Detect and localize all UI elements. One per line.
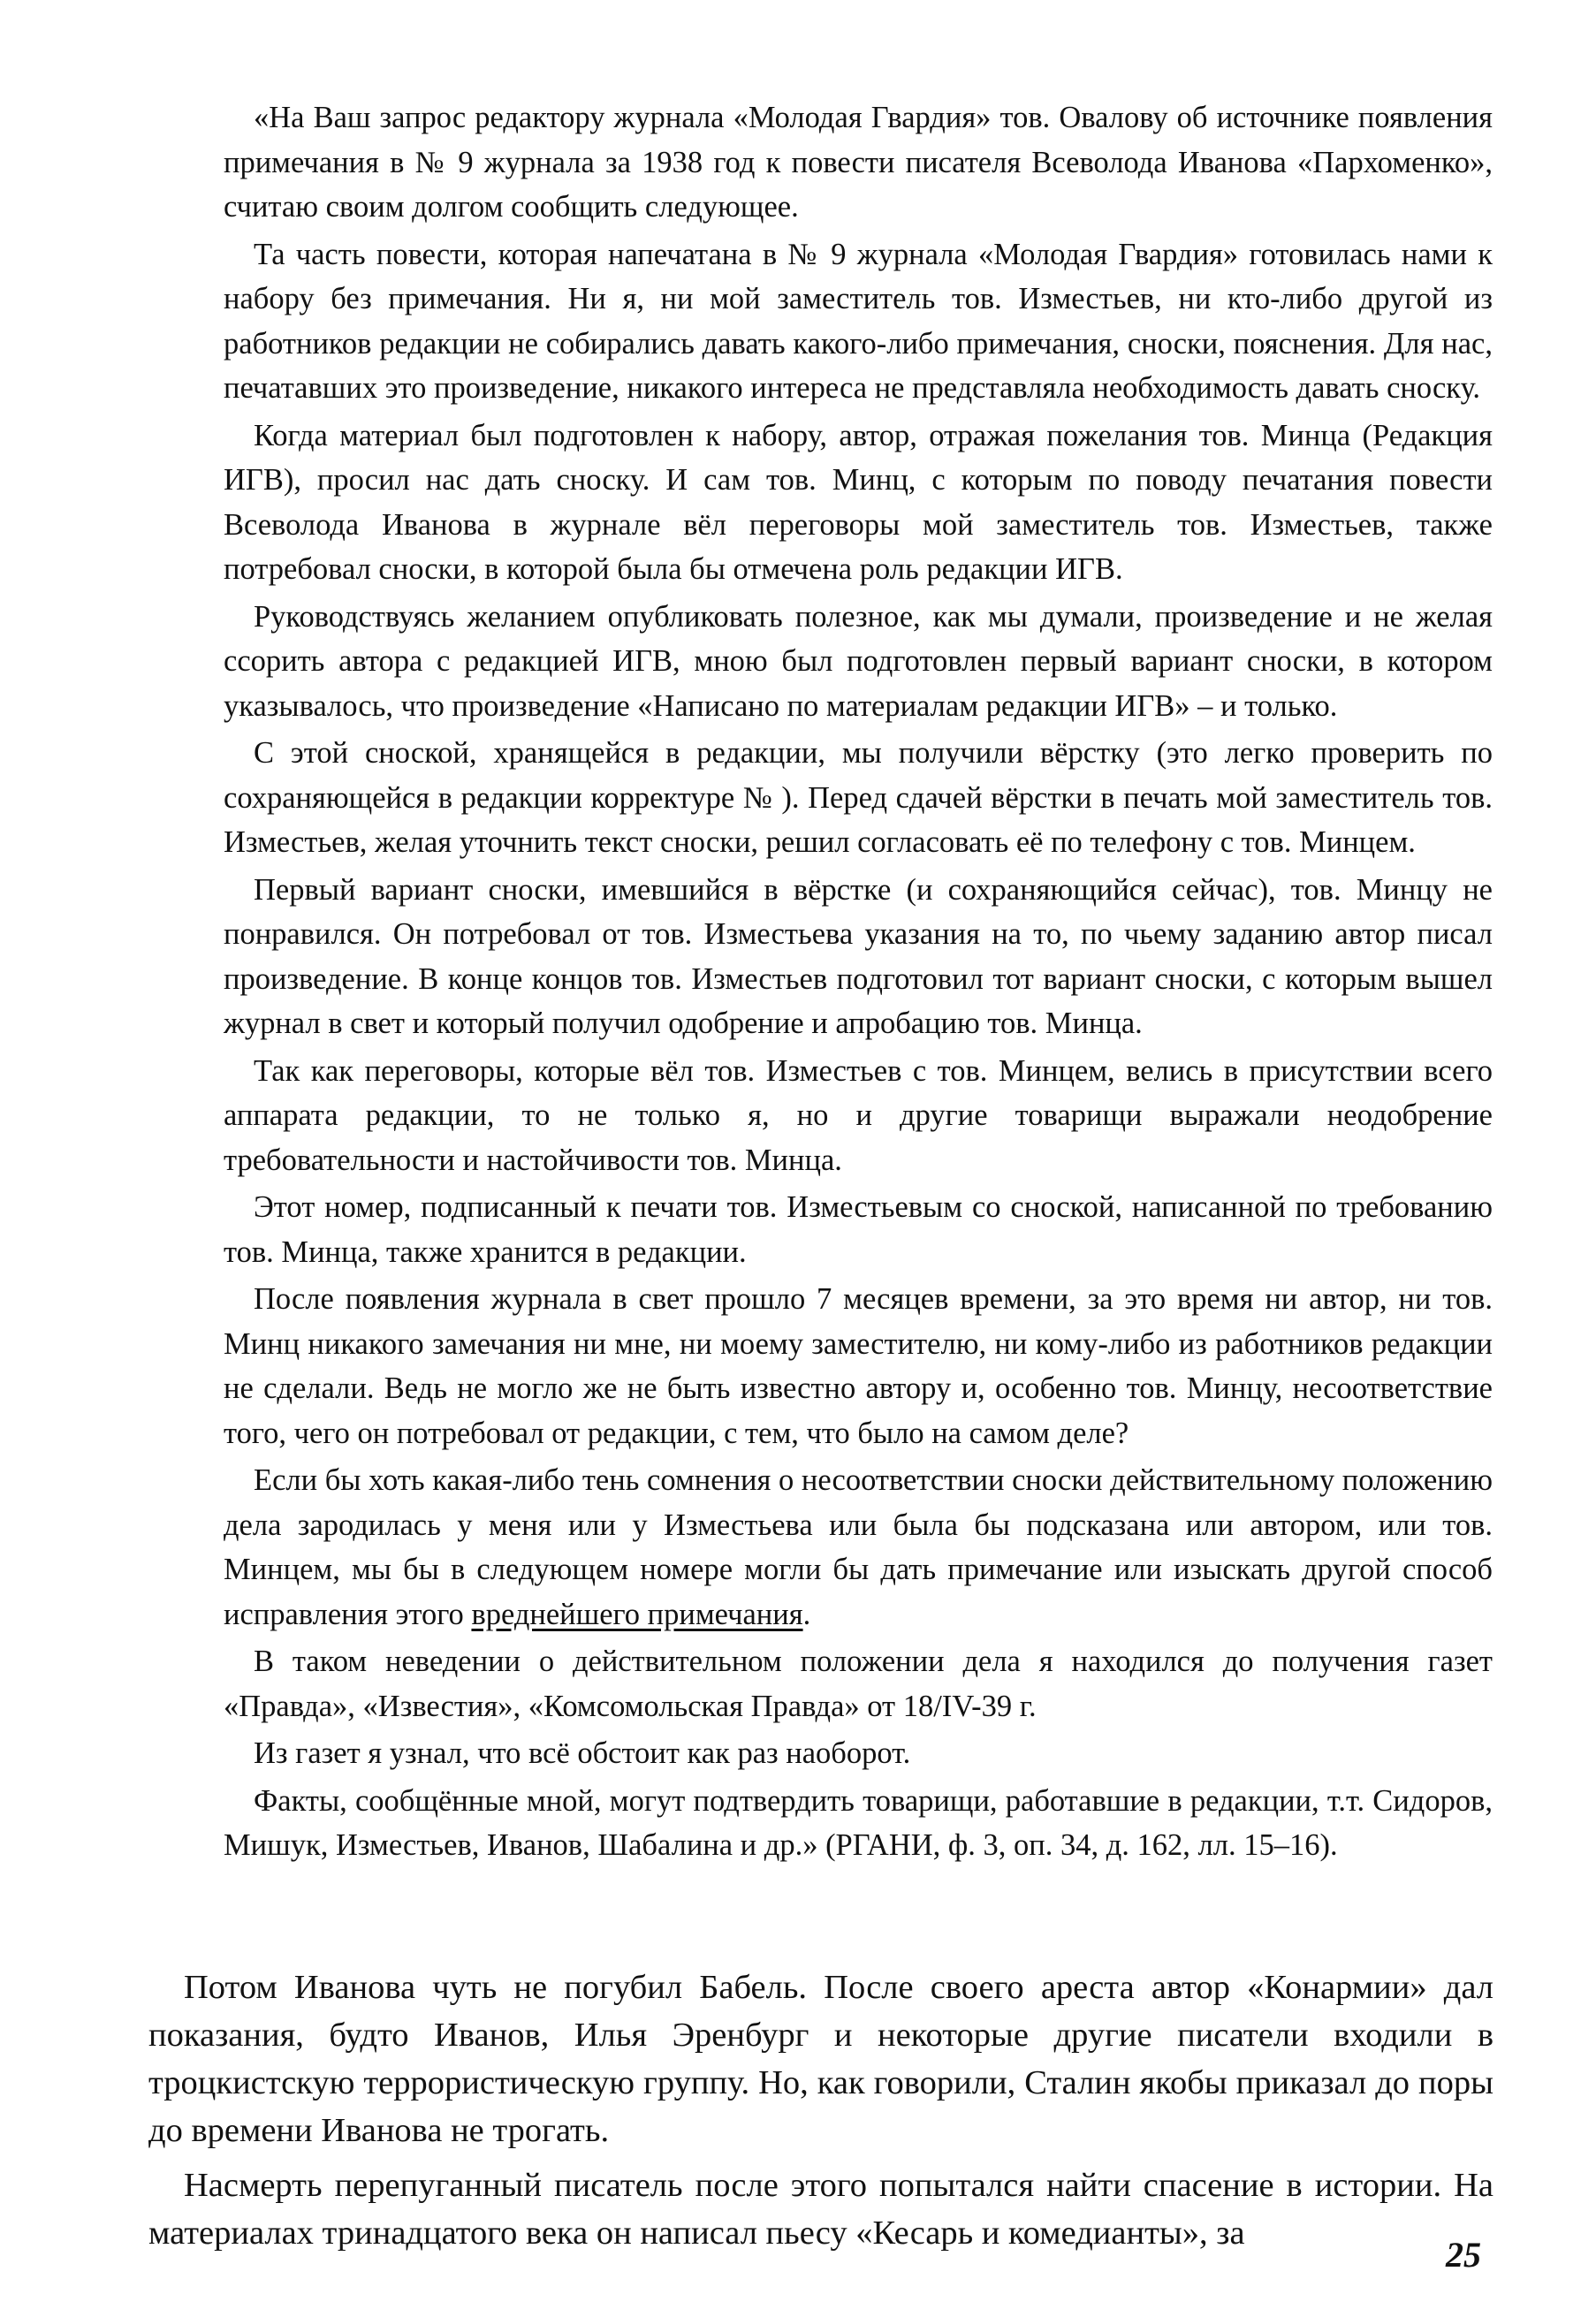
- quote-text: Если бы хоть какая-либо тень сомнения о несоответствии сноски действительному положению дела зародилась у меня или у Изместьева или была бы подсказана или автором, или тов. Минцем, мы бы в следующем номере могли бы дать примечание или изыскать другой способ исправления этого: [224, 1463, 1493, 1631]
- quoted-letter: [224, 95, 1493, 1871]
- quote-text: .: [802, 1597, 811, 1631]
- quote-paragraph: Так как переговоры, которые вёл тов. Изместьев с тов. Минцем, велись в присутствии всего аппарата редакции, то не только я, но и другие товарищи выражали неодобрение требовательности и настойчивости тов. Минца.: [224, 1053, 1493, 1177]
- page-number: 25: [1446, 2235, 1481, 2275]
- quote-paragraph: С этой сноской, хранящейся в редакции, мы получили вёрстку (это легко проверить по сохраняющейся в редакции корректуре № ). Перед сдачей вёрстки в печать мой заместитель тов. Изместьев, желая уточнить текст сноски, решил согласовать её по телефону с тов. Минцем.: [224, 736, 1493, 859]
- underlined-phrase: вреднейшего примечания: [471, 1597, 803, 1631]
- body-paragraph: Потом Иванова чуть не погубил Бабель. После своего ареста автор «Конармии» дал показания, будто Иванов, Илья Эренбург и некоторые другие писатели входили в троцкистскую террористическую группу. Но, как говорили, Сталин якобы приказал до поры до времени Иванова не трогать.: [148, 1969, 1493, 2149]
- quote-paragraph: Та часть повести, которая напечатана в № 9 журнала «Молодая Гвардия» готовилась нами к набору без примечания. Ни я, ни мой заместитель тов. Изместьев, ни кто-либо другой из работников редакции не собирались давать какого-либо примечания, сноски, пояснения. Для нас, печатавших это произведение, никакого интереса не представляла необходимость давать сноску.: [224, 237, 1493, 405]
- quote-paragraph: Первый вариант сноски, имевшийся в вёрстке (и сохраняющийся сейчас), тов. Минцу не понравился. Он потребовал от тов. Изместьева указания на то, по чьему заданию автор писал произведение. В конце концов тов. Изместьев подготовил тот вариант сноски, с которым вышел журнал в свет и который получил одобрение и апробацию тов. Минца.: [224, 872, 1493, 1040]
- quote-paragraph: Этот номер, подписанный к печати тов. Изместьевым со сноской, написанной по требованию тов. Минца, также хранится в редакции.: [224, 1190, 1493, 1269]
- quote-paragraph: Когда материал был подготовлен к набору, автор, отражая пожелания тов. Минца (Редакция ИГВ), просил нас дать сноску. И сам тов. Минц, с которым по поводу печатания повести Всеволода Иванова в журнале вёл переговоры мой заместитель тов. Изместьев, также потребовал сноски, в которой была бы отмечена роль редакции ИГВ.: [224, 418, 1493, 586]
- quote-paragraph: «На Ваш запрос редактору журнала «Молодая Гвардия» тов. Овалову об источнике появления примечания в № 9 журнала за 1938 год к повести писателя Всеволода Иванова «Пархоменко», считаю своим долгом сообщить следующее.: [224, 101, 1493, 224]
- body-paragraph: Насмерть перепуганный писатель после этого попытался найти спасение в истории. На материалах тринадцатого века он написал пьесу «Кесарь и комедианты», за: [148, 2167, 1493, 2252]
- quote-paragraph: [224, 1458, 1493, 1637]
- quote-paragraph: Из газет я узнал, что всё обстоит как раз наоборот.: [254, 1736, 911, 1770]
- quote-paragraph: Руководствуясь желанием опубликовать полезное, как мы думали, произведение и не желая ссорить автора с редакцией ИГВ, мною был подготовлен первый вариант сноски, в котором указывалось, что произведение «Написано по материалам редакции ИГВ» – и только.: [224, 599, 1493, 723]
- main-text: [148, 1964, 1493, 2264]
- quote-paragraph: В таком неведении о действительном положении дела я находился до получения газет «Правда», «Известия», «Комсомольская Правда» от 18/IV-39 г.: [224, 1645, 1493, 1723]
- quote-paragraph: Факты, сообщённые мной, могут подтвердить товарищи, работавшие в редакции, т.т. Сидоров, Мишук, Изместьев, Иванов, Шабалина и др.» (РГАНИ, ф. 3, оп. 34, д. 162, лл. 15–16).: [224, 1783, 1493, 1862]
- quote-paragraph: После появления журнала в свет прошло 7 месяцев времени, за это время ни автор, ни тов. Минц никакого замечания ни мне, ни моему заместителю, ни кому-либо из работников редакции не сделали. Ведь не могло же не быть известно автору и, особенно тов. Минцу, несоответствие того, чего он потребовал от редакции, с тем, что было на самом деле?: [224, 1282, 1493, 1450]
